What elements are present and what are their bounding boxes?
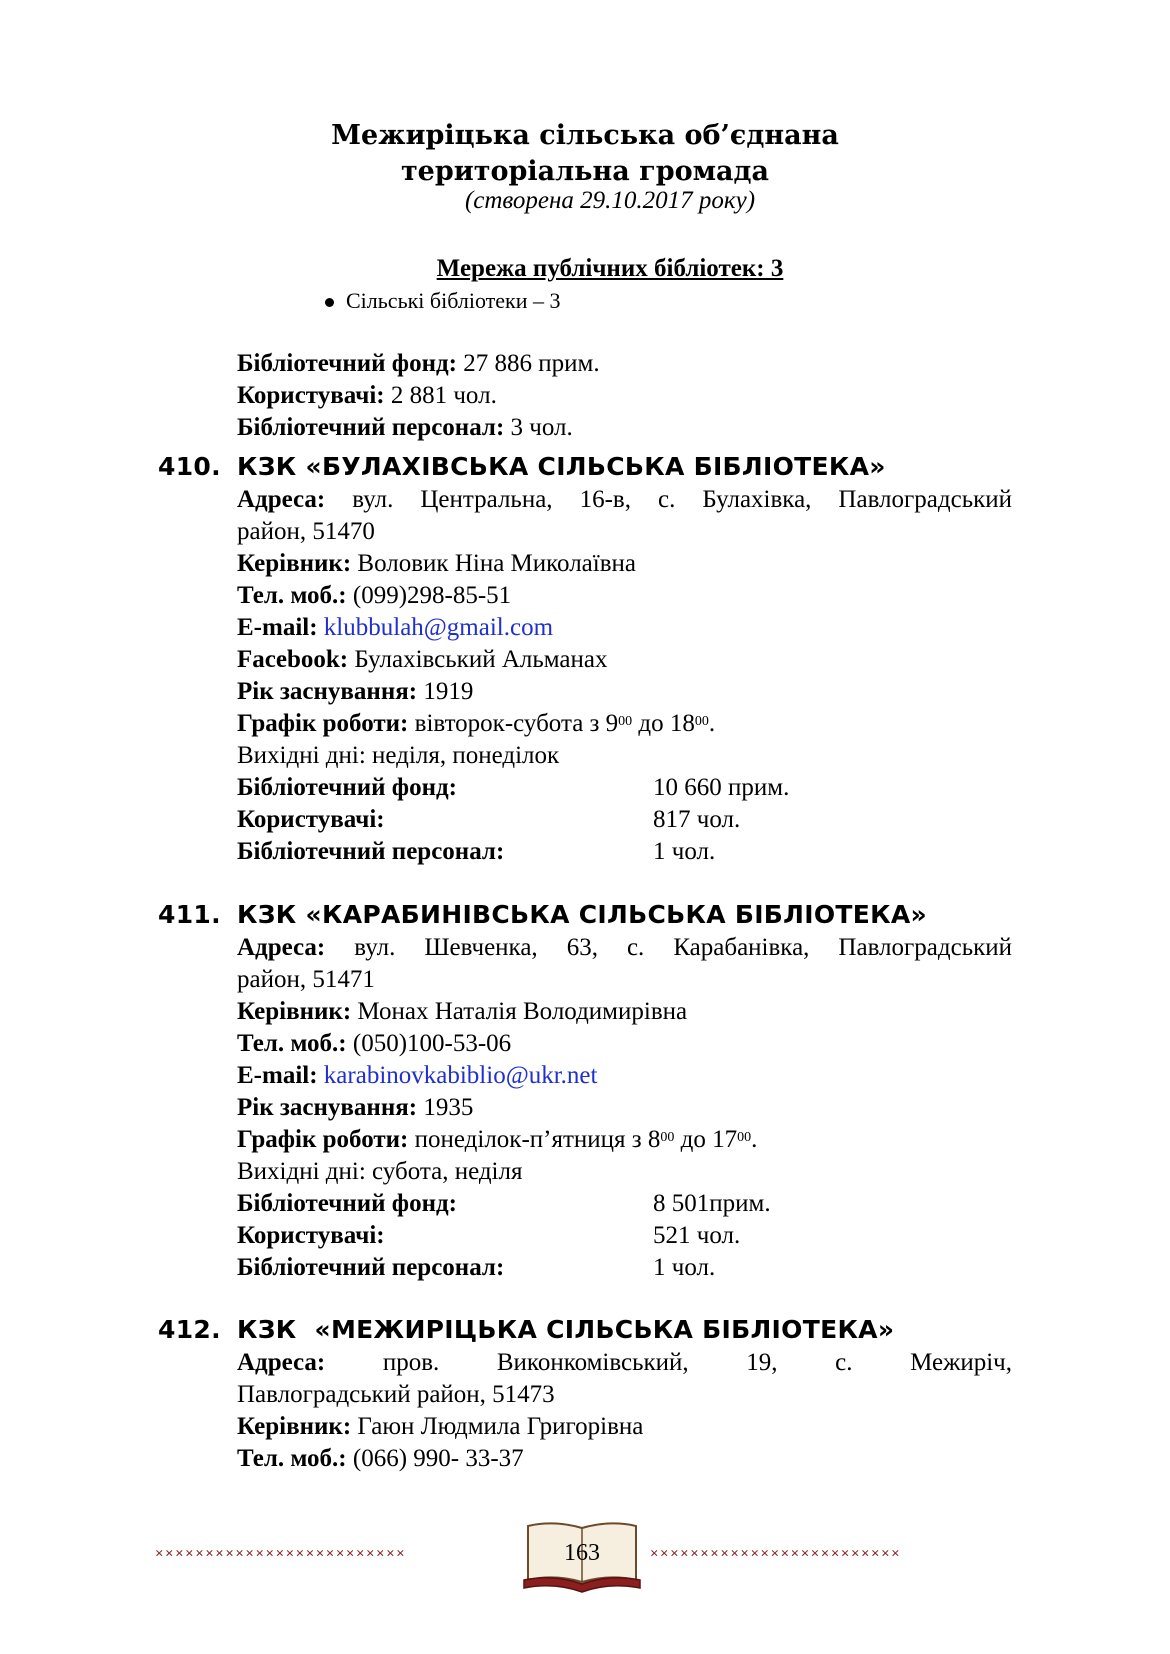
library-entry-410: [158, 450, 1012, 868]
title-line-2: територіальна громада: [400, 156, 770, 187]
page-number: 163: [564, 1540, 600, 1566]
entry-address-cont: район, 51471: [237, 966, 375, 993]
summary-fund: Бібліотечний фонд: 27 886 прим.: [237, 350, 600, 377]
entry-schedule: Графік роботи: понеділок-п’ятниця з $8^{00}$ до $17^{00}$.: [237, 1126, 758, 1153]
library-network-heading: Мережа публічних бібліотек: 3: [436, 255, 784, 282]
entry-address-cont: Павлоградський район, 51473: [237, 1381, 555, 1408]
entry-users: Користувачі: 521 чол.: [237, 1222, 741, 1249]
entry-email: E-mail: karabinovkabiblio@ukr.net: [237, 1062, 598, 1089]
creation-date: (створена 29.10.2017 року): [464, 187, 756, 214]
entry-fund: Бібліотечний фонд: 8 501прим.: [237, 1190, 771, 1217]
entry-days-off: Вихідні дні: неділя, понеділок: [237, 742, 560, 769]
community-summary: [237, 348, 600, 444]
entry-schedule: Графік роботи: вівторок-субота з $9^{00}$ до $18^{00}$.: [237, 710, 716, 737]
entry-heading: 412. КЗК «МЕЖИРІЦЬКА СІЛЬСЬКА БІБЛІОТЕКА»: [158, 1315, 895, 1344]
entry-staff: Бібліотечний персонал: 1 чол.: [237, 1254, 716, 1281]
bullet-text: Сільські бібліотеки – 3: [346, 288, 561, 313]
entry-phone: Тел. моб.: (099)298-85-51: [237, 582, 512, 609]
footer-ornament-right: ×××××××××××××××××××××××××: [650, 1546, 902, 1562]
entry-address: Адреса: пров. Виконкомівський, 19, с. Межиріч,: [237, 1349, 1012, 1376]
entry-email: E-mail: klubbulah@gmail.com: [237, 614, 554, 641]
email-link[interactable]: klubbulah@gmail.com: [323, 614, 554, 641]
entry-founded: Рік заснування: 1935: [237, 1094, 474, 1121]
footer-ornament-left: ×××××××××××××××××××××××××: [155, 1546, 407, 1562]
bullet-item: [325, 288, 561, 314]
entry-users: Користувачі: 817 чол.: [237, 806, 741, 833]
page-title: [0, 118, 1170, 190]
entry-fund: Бібліотечний фонд: 10 660 прим.: [237, 774, 790, 801]
entry-phone: Тел. моб.: (066) 990- 33-37: [237, 1445, 524, 1472]
entry-head: Керівник: Воловик Ніна Миколаївна: [237, 550, 636, 577]
bullet-icon: [325, 298, 334, 307]
entry-phone: Тел. моб.: (050)100-53-06: [237, 1030, 512, 1057]
entry-head: Керівник: Гаюн Людмила Григорівна: [237, 1413, 644, 1440]
summary-users: Користувачі: 2 881 чол.: [237, 382, 497, 409]
library-entry-411: [158, 898, 1012, 1284]
entry-address: Адреса: вул. Шевченка, 63, с. Карабанівка, Павлоградський: [237, 934, 1012, 961]
title-line-1: Межиріцька сільська об’єднана: [331, 120, 839, 151]
entry-heading: 411. КЗК «КАРАБИНІВСЬКА СІЛЬСЬКА БІБЛІОТЕКА»: [158, 900, 927, 929]
entry-facebook: Facebook: Булахівський Альманах: [237, 646, 608, 673]
summary-staff: Бібліотечний персонал: 3 чол.: [237, 414, 573, 441]
book-icon: [522, 1518, 642, 1594]
email-link[interactable]: karabinovkabiblio@ukr.net: [323, 1062, 598, 1089]
entry-heading: 410. КЗК «БУЛАХІВСЬКА СІЛЬСЬКА БІБЛІОТЕКА»: [158, 452, 886, 481]
entry-staff: Бібліотечний персонал: 1 чол.: [237, 838, 716, 865]
entry-head: Керівник: Монах Наталія Володимирівна: [237, 998, 688, 1025]
library-entry-412: [158, 1313, 1012, 1475]
entry-founded: Рік заснування: 1919: [237, 678, 474, 705]
entry-address: Адреса: вул. Центральна, 16-в, с. Булахівка, Павлоградський: [237, 486, 1013, 513]
entry-days-off: Вихідні дні: субота, неділя: [237, 1158, 523, 1185]
page-footer: [0, 1518, 1170, 1594]
entry-address-cont: район, 51470: [237, 518, 375, 545]
